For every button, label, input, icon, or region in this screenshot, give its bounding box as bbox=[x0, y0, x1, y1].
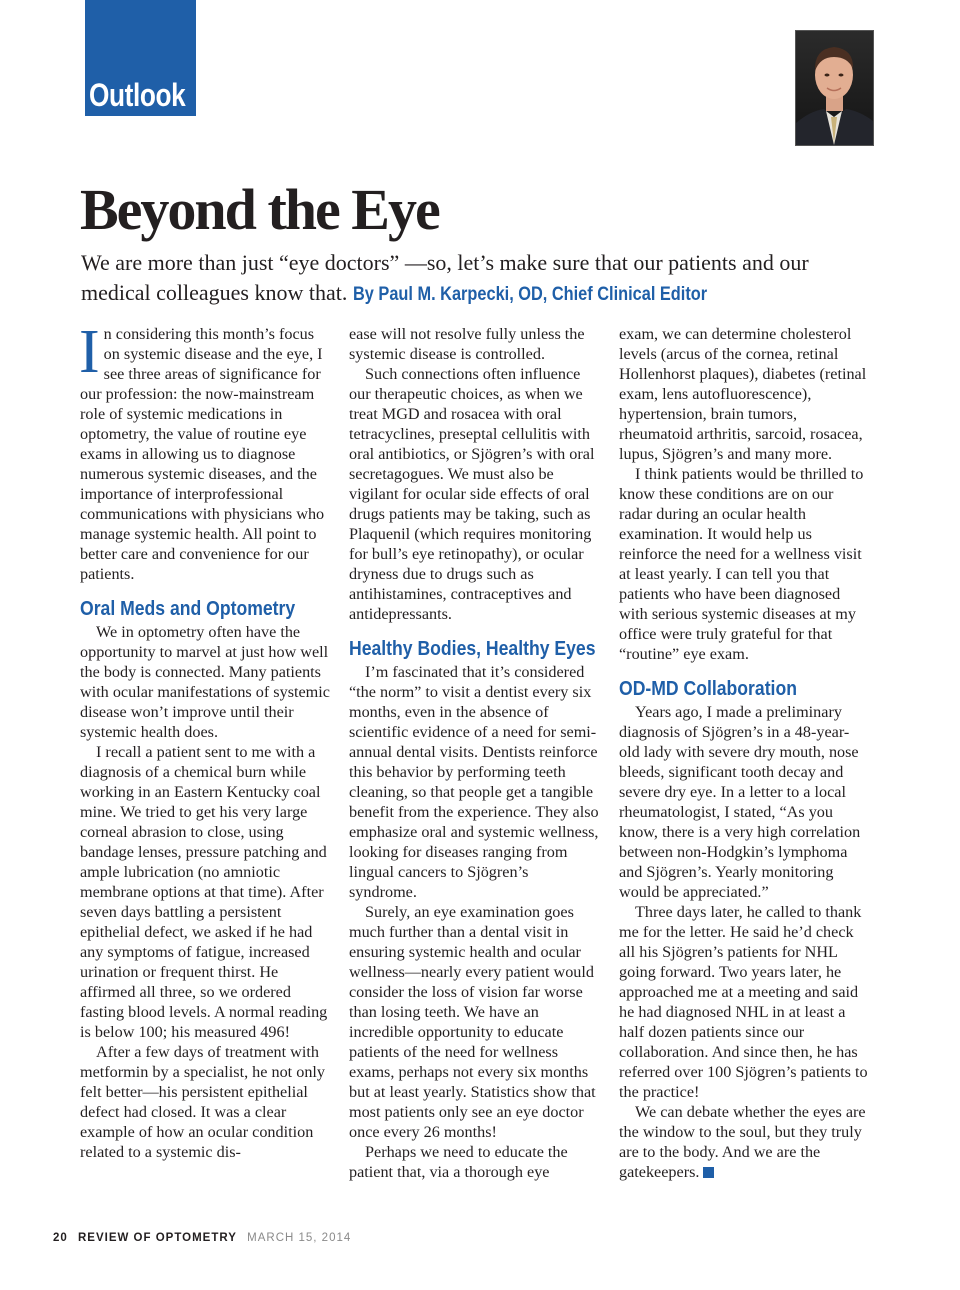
paragraph: Three days later, he called to thank me for the letter. He said he’d check all his Sjögren’s patients for NHL going forward. Two years later, he approached me at a meeting and said he had diagnosed NHL in at least a half dozen patients since our collaboration. And since then, he has referred over 100 Sjögren’s patients to the practice! bbox=[619, 903, 868, 1101]
page-number: 20 bbox=[53, 1232, 68, 1244]
deck-text: We are more than just “eye doctors” —so, let’s make sure that our patients and our medical colleagues know that. bbox=[81, 250, 809, 305]
paragraph: I think patients would be thrilled to know these conditions are on our radar during an ocular health examination. It would help us reinforce the need for a wellness visit at least yearly. I can tell you that patients who have been diagnosed with serious systemic diseases at my office were truly grateful for that “routine” eye exam. bbox=[619, 465, 864, 663]
column-3 bbox=[619, 324, 869, 1182]
publication-name: REVIEW OF OPTOMETRY bbox=[78, 1232, 237, 1244]
paragraph: Years ago, I made a preliminary diagnosis of Sjögren’s in a 48-year-old lady with severe dry mouth, nose bleeds, significant tooth decay and severe dry eye. In a letter to a local rheumatologist, I stated, “As you know, there is a very high correlation between non-Hodgkin’s lymphoma and Sjögren’s. Yearly monitoring would be appreciated.” bbox=[619, 703, 861, 901]
byline: By Paul M. Karpecki, OD, Chief Clinical Editor bbox=[352, 284, 707, 305]
heading-oral-meds: Oral Meds and Optometry bbox=[80, 598, 296, 620]
paragraph: I’m fascinated that it’s considered “the norm” to visit a dentist every six months, even in the absence of scientific evidence of a need for semi-annual dental visits. Dentists reinforce this behavior by performing teeth cleaning, so that people get a tangible benefit from the experience. They also emphasize oral and systemic wellness, looking for diseases ranging from lingual cancers to Sjögren’s syndrome. bbox=[349, 663, 599, 901]
section-tab-label: Outlook bbox=[89, 77, 186, 113]
paragraph: Perhaps we need to educate the patient that, via a thorough eye bbox=[349, 1143, 568, 1181]
paragraph: I recall a patient sent to me with a diagnosis of a chemical burn while working in an Eastern Kentucky coal mine. We tried to get his very large corneal abrasion to close, using bandage lenses, pressure patching and ample lubrication (no amniotic membrane options at that time). After seven days battling a persistent epithelial defect, we asked if he had any symptoms of fatigue, increased urination or frequent thirst. He affirmed all three, so we ordered fasting blood levels. A normal reading is below 100; his measured 496! bbox=[80, 743, 328, 1041]
issue-date: MARCH 15, 2014 bbox=[247, 1232, 352, 1244]
column-1 bbox=[79, 318, 330, 1162]
heading-od-md: OD-MD Collaboration bbox=[619, 678, 797, 700]
article-deck bbox=[81, 248, 841, 310]
page-footer bbox=[53, 1232, 351, 1244]
paragraph: We in optometry often have the opportunity to marvel at just how well the body is connected. Many patients with ocular manifestations of systemic disease won’t improve until their systemic health does. bbox=[80, 623, 330, 741]
article-title: Beyond the Eye bbox=[80, 177, 439, 242]
paragraph: Surely, an eye examination goes much further than a dental visit in ensuring systemic health and ocular wellness—nearly every patient would consider the loss of vision far worse than losing teeth. We have an incredible opportunity to educate patients of the need for wellness exams, perhaps not every six months but at least yearly. Statistics show that most patients only see an eye doctor once every 26 months! bbox=[349, 903, 596, 1141]
paragraph: ease will not resolve fully unless the systemic disease is controlled. bbox=[349, 325, 585, 363]
end-mark-icon bbox=[703, 1167, 714, 1178]
paragraph: Such connections often influence our therapeutic choices, as when we treat MGD and rosacea with oral tetracyclines, preseptal cellulitis with oral antibiotics, or Sjögren’s with oral secretagogues. We must also be vigilant for ocular side effects of oral drugs patients may be taking, such as Plaquenil (which requires monitoring for bull’s eye retinopathy), or ocular dryness due to drugs such as antihistamines, contraceptives and antidepressants. bbox=[349, 365, 595, 623]
author-portrait-image bbox=[796, 31, 873, 145]
closing-paragraph: We can debate whether the eyes are the window to the soul, but they truly are to the body. And we are the gatekeepers. bbox=[619, 1103, 866, 1181]
drop-cap: I bbox=[79, 318, 100, 386]
heading-healthy-bodies: Healthy Bodies, Healthy Eyes bbox=[349, 638, 596, 660]
intro-paragraph: In considering this month’s focus on systemic disease and the eye, I see three areas of significance for our profession: the now-mainstream role of systemic medications in optometry, the value of routine eye exams in allowing us to diagnose numerous systemic diseases, and the importance of interprofessional communications with physicians who manage systemic health. All point to better care and convenience for our patients. bbox=[79, 318, 325, 583]
paragraph: exam, we can determine cholesterol levels (arcus of the cornea, retinal Hollenhorst plaques), diabetes (retinal exam, lens autofluorescence), hypertension, brain tumors, rheumatoid arthritis, sarcoid, rosacea, lupus, Sjögren’s and many more. bbox=[619, 325, 867, 463]
section-tab bbox=[85, 0, 196, 116]
column-2 bbox=[349, 324, 599, 1182]
paragraph: After a few days of treatment with metformin by a specialist, he not only felt better—his persistent epithelial defect had closed. It was a clear example of how an ocular condition related to a systemic dis- bbox=[80, 1043, 326, 1161]
author-photo bbox=[795, 30, 874, 146]
